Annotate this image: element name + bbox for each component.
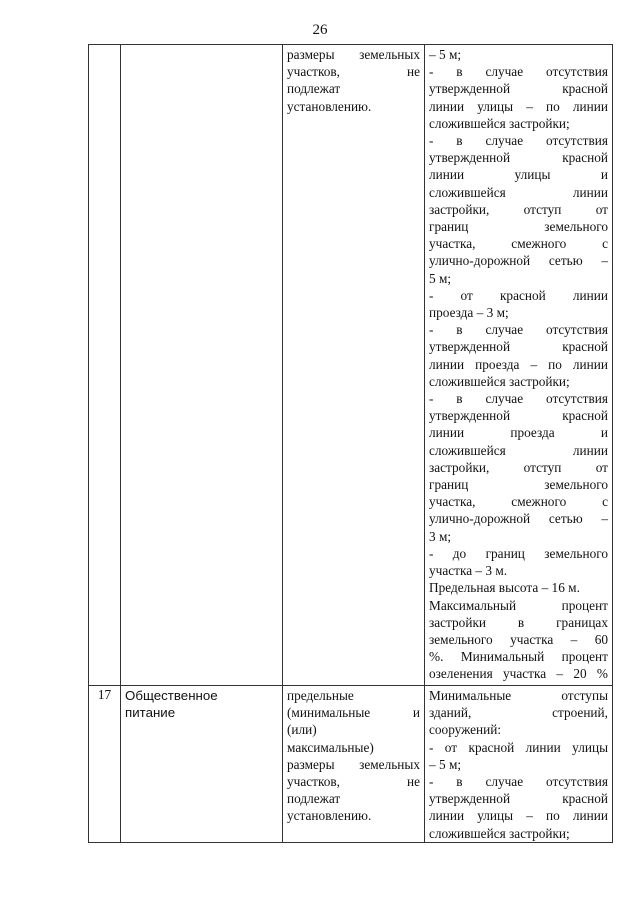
text-line: - в случае отсутствия [429,322,608,338]
text-line: - до границ земельного [429,545,608,561]
text-line: сложившейся застройки; [429,373,570,389]
text-line: линии улицы и [429,167,608,183]
page-number: 26 [312,22,328,38]
text-line: застройки, отступ от [429,459,608,475]
text-line: улично-дорожной сетью – [429,511,608,527]
row-number [89,45,121,686]
text-line: - от красной линии [429,287,608,303]
text-line: участка, смежного с [429,236,608,252]
text-line: подлежат [287,81,341,97]
text-line: участка – 3 м. [429,563,508,579]
text-line: 3 м; [429,528,452,544]
text-line: участка, смежного с [429,494,608,510]
text-line: питание [125,705,176,721]
text-line: (или) [287,722,317,738]
text-line: границ земельного [429,219,608,235]
text-line: застройки, отступ от [429,201,608,217]
text-line: озеленения участка – 20 % [429,666,608,682]
text-line: утвержденной красной [429,150,608,166]
text-line: Предельная высота – 16 м. [429,580,580,596]
requirements-cell [425,686,613,843]
text-line: установлению. [287,808,372,824]
text-line: Общественное [125,688,218,703]
table-row [89,686,613,843]
text-line: размеры земельных [287,756,420,772]
text-line: сложившейся линии [429,184,608,200]
use-name-cell [121,686,283,843]
text-line: размеры земельных [287,47,420,62]
text-line: - в случае отсутствия [429,133,608,149]
text-line: улично-дорожной сетью – [429,253,608,269]
text-line: - в случае отсутствия [429,774,608,790]
use-name-cell [121,45,283,686]
text-line: подлежат [287,791,341,807]
text-line: земельного участка – 60 [429,631,608,647]
text-line: %. Минимальный процент [429,649,608,665]
text-line: (минимальные и [287,705,420,721]
text-line: – 5 м; [429,756,462,772]
text-line: Максимальный процент [429,597,608,613]
text-line: застройки в границах [429,614,608,630]
text-line: участков, не [287,64,420,80]
text-line: установлению. [287,98,372,114]
text-line: 5 м; [429,270,452,286]
text-line: линии проезда – по линии [429,356,608,372]
text-line: максимальные) [287,739,374,755]
text-line: зданий, строений, [429,705,608,721]
plot-size-cell [283,45,425,686]
text-line: Минимальные отступы [429,688,608,703]
text-line: участков, не [287,774,420,790]
text-line: - в случае отсутствия [429,391,608,407]
text-line: утвержденной красной [429,408,608,424]
text-line: утвержденной красной [429,81,608,97]
text-line: сложившейся застройки; [429,825,570,841]
text-line: линии улицы – по линии [429,808,608,824]
text-line: линии проезда и [429,425,608,441]
text-line: сооружений: [429,722,502,738]
text-line: сложившейся линии [429,442,608,458]
plot-size-cell [283,686,425,843]
text-line: проезда – 3 м; [429,305,509,321]
zoning-table [88,44,613,843]
text-line: границ земельного [429,477,608,493]
text-line: - в случае отсутствия [429,64,608,80]
text-line: - от красной линии улицы [429,739,608,755]
table-row [89,45,613,686]
text-line: предельные [287,688,354,703]
text-line: утвержденной красной [429,791,608,807]
requirements-cell [425,45,613,686]
text-line: сложившейся застройки; [429,115,570,131]
text-line: утвержденной красной [429,339,608,355]
text-line: – 5 м; [429,47,462,62]
text-line: линии улицы – по линии [429,98,608,114]
row-number: 17 [89,686,121,843]
